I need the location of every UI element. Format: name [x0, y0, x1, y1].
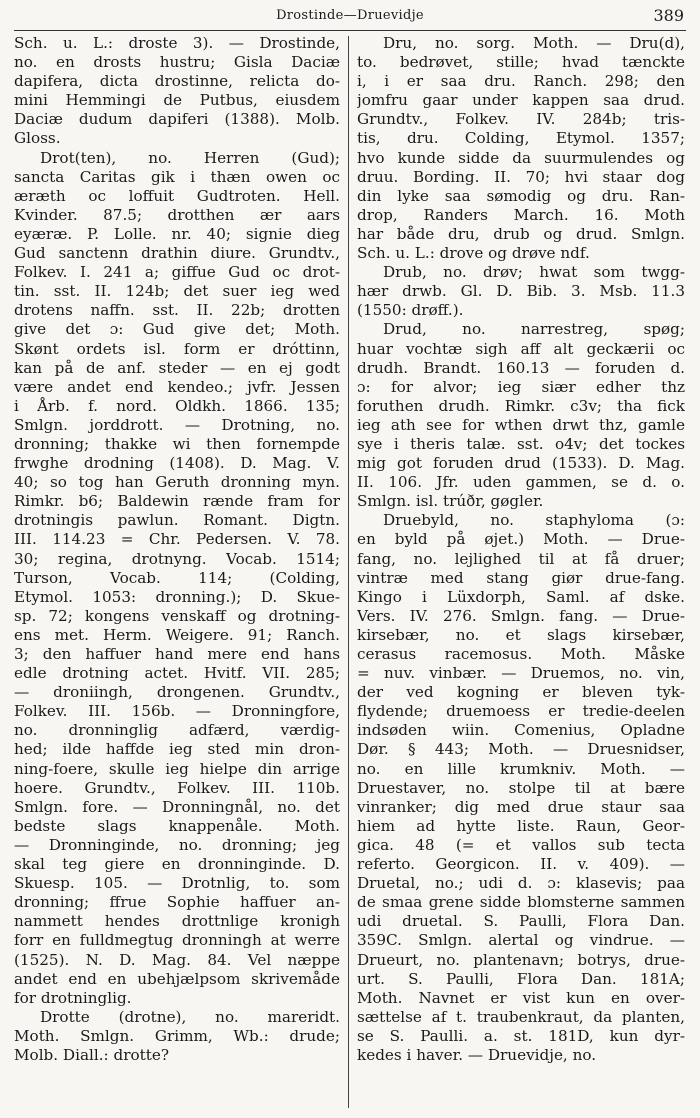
text-line: eyæræ. P. Lolle. nr. 40; signie dieg [14, 224, 340, 243]
text-line: ens met. Herm. Weigere. 91; Ranch. [14, 625, 340, 644]
text-line: kan på de anf. steder — en ej godt [14, 358, 340, 377]
text-line: druu. Bording. II. 70; hvi staar dog [357, 167, 685, 186]
column-divider [348, 36, 349, 1108]
text-line: kirsebær, no. et slags kirsebær, [357, 625, 685, 644]
text-line: Sch. u. L.: drove og drøve ndf. [357, 244, 590, 263]
text-line: Moth. Smlgn. Grimm, Wb.: drude; [14, 1026, 340, 1045]
text-line: drop, Randers March. 16. Moth [357, 205, 685, 224]
text-line: no. en lille krumkniv. Moth. — [357, 759, 685, 778]
text-line: referto. Georgicon. II. v. 409). — [357, 855, 685, 874]
text-line: drudh. Brandt. 160.13 — foruden d. [357, 358, 685, 377]
text-line: no. en drosts hustru; Gisla Daciæ [14, 53, 340, 72]
text-line: Smlgn. jorddrott. — Drotning, no. [14, 415, 340, 434]
text-line: mig got foruden drud (1533). D. Mag. [357, 454, 685, 473]
text-line: dronning; ffrue Sophie haffuer an- [14, 893, 340, 912]
text-line: der ved kogning er bleven tyk- [357, 683, 685, 702]
text-line: drotens naffn. sst. II. 22b; drotten [14, 301, 340, 320]
text-line: sancta Caritas gik i thæn owen oc [14, 167, 340, 186]
text-line: dronning; thakke wi then fornempde [14, 434, 340, 453]
text-line: andet end en ubehjælpsom skrivemåde [14, 969, 340, 988]
text-line: Moth. Navnet er vist kun en over- [357, 988, 685, 1007]
text-line: Druetal, no.; udi d. ɔ: klasevis; paa [357, 874, 685, 893]
text-line: Rimkr. b6; Baldewin rænde fram for [14, 492, 340, 511]
text-line: no. dronninglig adfærd, værdig- [14, 721, 340, 740]
text-line: — droniingh, drongenen. Grundtv., [14, 683, 340, 702]
text-line: Kingo i Lüxdorph, Saml. af dske. [357, 587, 685, 606]
page-header [14, 6, 686, 31]
text-line: Drueurt, no. plantenavn; botrys, drue- [357, 950, 685, 969]
text-line: sye i theris talæ. sst. o4v; det tockes [357, 434, 685, 453]
text-line: Turson, Vocab. 114; (Colding, [14, 568, 340, 587]
text-line: Drot(ten), no. Herren (Gud); [40, 148, 340, 167]
text-line: = nuv. vinbær. — Druemos, no. vin, [357, 664, 685, 683]
text-line: din lyke saa sømodig og dru. Ran- [357, 186, 685, 205]
text-line: frwghe drodning (1408). D. Mag. V. [14, 454, 340, 473]
text-line: Vers. IV. 276. Smlgn. fang. — Drue- [357, 606, 685, 625]
text-line: Kvinder. 87.5; drotthen ær aars [14, 205, 340, 224]
text-line: huar vochtæ sigh aff alt geckærii oc [357, 339, 685, 358]
text-line: dapifera, dicta drostinne, relicta do- [14, 72, 340, 91]
text-line: nammett hendes drottnlige kronigh [14, 912, 340, 931]
text-line: vintræ med stang giør drue-fang. [357, 568, 685, 587]
text-line: mini Hemmingi de Putbus, eiusdem [14, 91, 340, 110]
text-line: 30; regina, drotnyng. Vocab. 1514; [14, 549, 340, 568]
text-line: Smlgn. fore. — Dronningnål, no. det [14, 797, 340, 816]
text-line: kedes i haver. — Druevidje, no. [357, 1045, 597, 1064]
text-line: ieg ath see for wthen drwt thz, gamle [357, 415, 685, 434]
text-line: indsøden wiin. Comenius, Opladne [357, 721, 685, 740]
text-line: (1550: drøff.). [357, 301, 464, 320]
text-line: Gud sanctenn drathin diure. Grundtv., [14, 244, 340, 263]
text-line: hoere. Grundtv., Folkev. III. 110b. [14, 778, 340, 797]
text-line: tis, dru. Colding, Etymol. 1357; [357, 129, 685, 148]
right-column [357, 34, 685, 1110]
text-line: ning-foere, skulle ieg hielpe din arrige [14, 759, 340, 778]
text-line: Folkev. III. 156b. — Dronningfore, [14, 702, 340, 721]
text-line: være andet end kendeo.; jvfr. Jessen [14, 377, 340, 396]
text-line: sættelse af t. traubenkraut, da planten, [357, 1007, 685, 1026]
text-line: Druebyld, no. staphyloma (ɔ: [383, 511, 685, 530]
text-line: Gloss. [14, 129, 61, 148]
text-line: II. 106. Jfr. uden gammen, se d. o. [357, 473, 685, 492]
text-line: 3; den haffuer hand mere end hans [14, 645, 340, 663]
running-head: Drostinde—Druevidje [276, 8, 424, 23]
text-line: cerasus racemosus. Moth. Måske [357, 645, 685, 663]
text-line: to. bedrøvet, stille; hvad tænckte [357, 53, 685, 72]
text-line: tin. sst. II. 124b; det suer ieg wed [14, 282, 340, 301]
text-line: Grundtv., Folkev. IV. 284b; tris- [357, 110, 685, 129]
text-line: give det ɔ: Gud give det; Moth. [14, 320, 340, 339]
text-line: de smaa grene sidde blomsterne sammen [357, 893, 685, 912]
text-line: Daciæ dudum dapiferi (1388). Molb. [14, 110, 340, 129]
text-line: Etymol. 1053: dronning.); D. Skue- [14, 587, 340, 606]
text-line: — Dronninginde, no. dronning; jeg [14, 835, 340, 854]
text-line: Smlgn. isl. trúðr, gøgler. [357, 492, 544, 511]
text-line: skal teg giere en dronninginde. D. [14, 855, 340, 874]
text-line: Drud, no. narrestreg, spøg; [383, 320, 685, 339]
text-line: ɔ: for alvor; ieg siær edher thz [357, 377, 685, 396]
text-line: Dør. § 443; Moth. — Druesnidser, [357, 740, 685, 759]
text-line: Drotte (drotne), no. mareridt. [40, 1007, 340, 1026]
text-line: Drub, no. drøv; hwat som twgg- [383, 263, 685, 282]
text-line: vinranker; dig med drue staur saa [357, 797, 685, 816]
text-line: sp. 72; kongens venskaff og drotning- [14, 606, 340, 625]
text-line: jomfru gaar under kappen saa drud. [357, 91, 685, 110]
text-line: III. 114.23 = Chr. Pedersen. V. 78. [14, 530, 340, 549]
text-line: Dru, no. sorg. Moth. — Dru(d), [383, 34, 685, 52]
text-line: drotningis pawlun. Romant. Digtn. [14, 511, 340, 530]
text-line: flydende; druemoess er tredie-deelen [357, 702, 685, 721]
text-line: Folkev. I. 241 a; giffue Gud oc drot- [14, 263, 340, 282]
text-line: bedste slags knappenåle. Moth. [14, 816, 340, 835]
text-line: i Årb. f. nord. Oldkh. 1866. 135; [14, 396, 340, 415]
text-line: 40; so tog han Geruth dronning myn. [14, 473, 340, 492]
text-line: forr en fulldmegtug dronningh at werre [14, 931, 340, 950]
text-line: (1525). N. D. Mag. 84. Vel næppe [14, 950, 340, 969]
text-line: fang, no. lejlighed til at få druer; [357, 549, 685, 568]
page-number: 389 [653, 6, 684, 25]
text-line: Skønt ordets isl. form er dróttinn, [14, 339, 340, 358]
text-line: Sch. u. L.: droste 3). — Drostinde, [14, 34, 340, 52]
text-line: foruthen drudh. Rimkr. c3v; tha fick [357, 396, 685, 415]
text-line: hær drwb. Gl. D. Bib. 3. Msb. 11.3 [357, 282, 685, 301]
text-line: hed; ilde haffde ieg sted min dron- [14, 740, 340, 759]
text-line: har både dru, drub og drud. Smlgn. [357, 224, 685, 243]
text-line: Molb. Diall.: drotte? [14, 1045, 169, 1064]
left-column [14, 34, 340, 1110]
text-line: urt. S. Paulli, Flora Dan. 181A; [357, 969, 685, 988]
text-line: Skuesp. 105. — Drotnlig, to. som [14, 874, 340, 893]
text-line: udi druetal. S. Paulli, Flora Dan. [357, 912, 685, 931]
text-line: en byld på øjet.) Moth. — Drue- [357, 530, 685, 549]
text-line: edle drotning actet. Hvitf. VII. 285; [14, 664, 340, 683]
text-line: se S. Paulli. a. st. 181D, kun dyr- [357, 1026, 685, 1045]
text-line: for drotninglig. [14, 988, 132, 1007]
text-line: hiem ad hytte liste. Raun, Geor- [357, 816, 685, 835]
text-line: 359C. Smlgn. alertal og vindrue. — [357, 931, 685, 950]
text-line: hvo kunde sidde da suurmulendes og [357, 148, 685, 167]
text-line: i, i er saa dru. Ranch. 298; den [357, 72, 685, 91]
text-line: Druestaver, no. stolpe til at bære [357, 778, 685, 797]
text-line: æræth oc loffuit Gudtroten. Hell. [14, 186, 340, 205]
text-line: gica. 48 (= et vallos sub tecta [357, 835, 685, 854]
